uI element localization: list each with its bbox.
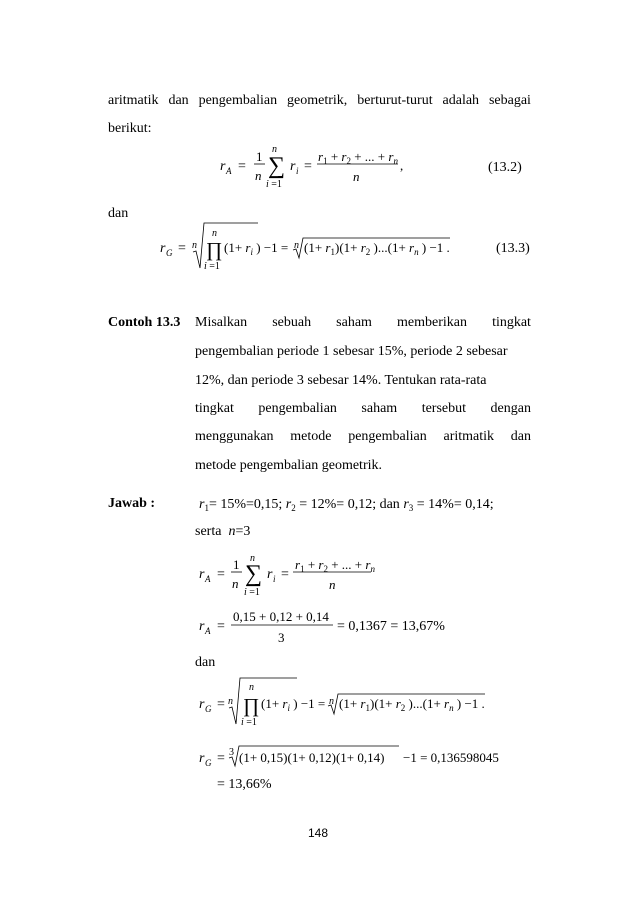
svg-text:n: n xyxy=(294,240,299,251)
svg-text:(1+ r1)(1+ r2 )...(1+ rn ) −1: $(1+ r_1)(1+ r_2$ )$...(1+ r_n$ ) −1 . xyxy=(304,240,450,257)
svg-text:(1+ r1)(1+ r2 )...(1+ rn ) −1: $(1+ r_1)(1+ r_2$ )$...(1+ r_n$ ) −1 . xyxy=(339,696,485,713)
svg-text:,: , xyxy=(400,158,404,173)
example-line-5 xyxy=(195,429,531,445)
svg-text:n: n xyxy=(249,682,254,693)
svg-text:1: 1 xyxy=(256,149,263,164)
word: tersebut xyxy=(421,401,467,416)
word: saham xyxy=(361,401,398,416)
svg-text:n: n xyxy=(255,168,262,183)
word: tingkat xyxy=(195,401,234,416)
example-line-3: 12%, dan periode 3 sebesar 14%. Tentukan rata-rata xyxy=(195,373,487,388)
answer-dan: dan xyxy=(195,655,216,670)
word: pengembalian xyxy=(258,401,337,416)
svg-text:r1= 15%=0,15; r2 = 12%= 0,12;: $r_1= 15\%=0,15$; $r_2 = 12\%= 0,12$; dan $r_3 = 14\%= 0,14$; xyxy=(199,497,494,513)
svg-text:=: = xyxy=(304,159,312,174)
word: pengembalian xyxy=(348,429,427,444)
calc-result: = 0,1367 = 13,67% xyxy=(337,619,445,634)
calc-denominator: 3 xyxy=(278,630,285,645)
answer-geometric-formula xyxy=(195,672,525,732)
svg-text:r: r xyxy=(267,567,273,582)
svg-text:A: A xyxy=(226,166,232,176)
svg-text:n: n xyxy=(329,696,334,707)
answer-rg-percent: = 13,66% xyxy=(217,777,272,792)
svg-text:n: n xyxy=(228,696,233,707)
rg-expression: (1+ 0,15)(1+ 0,12)(1+ 0,14) xyxy=(239,750,385,765)
svg-text:1: 1 xyxy=(233,557,240,572)
example-line-2: pengembalian periode 1 sebesar 15%, periode 2 sebesar xyxy=(195,344,508,359)
svg-text:=: = xyxy=(178,241,186,256)
svg-text:n: n xyxy=(329,577,336,592)
word: Misalkan xyxy=(195,315,248,330)
svg-text:∑: ∑ xyxy=(268,153,286,179)
svg-text:n: n xyxy=(353,169,360,184)
answer-serta xyxy=(195,524,250,540)
svg-text:r: r xyxy=(220,159,226,174)
svg-text:i =1: i =1 xyxy=(204,261,220,272)
word: berturut-turut xyxy=(357,93,433,108)
svg-text:A: A xyxy=(205,626,211,636)
answer-label: Jawab : xyxy=(108,496,156,511)
svg-text:n: n xyxy=(272,144,277,155)
svg-text:G: G xyxy=(205,704,212,714)
svg-text:(1+ ri ) −1 =: ($1+ r_i$ ) −1 = xyxy=(261,696,326,713)
svg-text:n: n xyxy=(250,553,255,564)
serta-word: serta xyxy=(195,524,222,539)
svg-text:=: = xyxy=(217,567,225,582)
svg-text:n: n xyxy=(232,576,239,591)
word: dan xyxy=(168,93,189,108)
svg-text:i: i xyxy=(296,166,299,176)
word: pengembalian xyxy=(198,93,278,108)
equation-13-3 xyxy=(158,218,488,278)
intro-line-2: berikut: xyxy=(108,121,152,136)
n-value: =3 xyxy=(235,524,251,539)
answer-geometric-calc xyxy=(195,738,525,772)
answer-arithmetic-formula xyxy=(195,548,375,606)
word: sebuah xyxy=(272,315,312,330)
example-label: Contoh 13.3 xyxy=(108,315,181,330)
svg-text:n: n xyxy=(192,240,197,251)
svg-text:=: = xyxy=(281,567,289,582)
word: metode xyxy=(290,429,332,444)
word: memberikan xyxy=(397,315,467,330)
calc-numerator: 0,15 + 0,12 + 0,14 xyxy=(233,609,329,624)
svg-text:i: i xyxy=(273,574,276,584)
svg-text:i =1: i =1 xyxy=(244,587,260,598)
svg-text:=: = xyxy=(238,159,246,174)
svg-text:A: A xyxy=(205,574,211,584)
page-number: 148 xyxy=(308,826,329,840)
svg-text:(1+ ri ) −1 =: ($1+ r_i$ ) −1 = xyxy=(224,240,289,257)
word: aritmatik xyxy=(443,429,495,444)
word: menggunakan xyxy=(195,429,274,444)
svg-text:∏: ∏ xyxy=(243,695,260,717)
example-line-4 xyxy=(195,401,531,417)
word: dengan xyxy=(490,401,531,416)
equation-number-13-3: (13.3) xyxy=(496,241,530,256)
answer-arithmetic-calc xyxy=(195,606,475,650)
word: aritmatik xyxy=(108,93,159,108)
svg-text:=: = xyxy=(217,697,225,712)
n-symbol: n xyxy=(224,524,236,539)
word: saham xyxy=(336,315,372,330)
svg-text:r: r xyxy=(199,619,205,634)
svg-text:n: n xyxy=(212,228,217,239)
svg-text:∏: ∏ xyxy=(206,239,223,261)
word: dan xyxy=(510,429,531,444)
example-line-1 xyxy=(195,315,531,331)
intro-line-1 xyxy=(108,93,531,109)
example-line-6: metode pengembalian geometrik. xyxy=(195,458,382,473)
svg-text:∑: ∑ xyxy=(245,561,263,587)
word: sebagai xyxy=(488,93,531,108)
svg-text:3: 3 xyxy=(229,747,234,758)
svg-text:=: = xyxy=(217,751,225,766)
svg-text:r: r xyxy=(199,697,205,712)
svg-text:G: G xyxy=(166,248,173,258)
svg-text:r: r xyxy=(199,751,205,766)
word: geometrik, xyxy=(287,93,348,108)
svg-text:=: = xyxy=(217,619,225,634)
answer-given-values xyxy=(195,490,535,516)
svg-text:r: r xyxy=(290,159,296,174)
rg-result: −1 = 0,136598045 xyxy=(403,750,499,765)
equation-number-13-2: (13.2) xyxy=(488,160,522,175)
svg-text:r: r xyxy=(160,241,166,256)
word: adalah xyxy=(442,93,480,108)
equation-13-2 xyxy=(220,138,420,198)
svg-text:r1 + r2 + ... + rn: $r_1 + r_2$ + ... + $r_n$ xyxy=(295,557,375,574)
svg-text:r: r xyxy=(199,567,205,582)
connector-text: dan xyxy=(108,206,129,221)
word: tingkat xyxy=(492,315,531,330)
svg-text:r1 + r2 + ... + rn: $r_1 + r_2$ + ... + $r_n$ xyxy=(318,149,398,166)
svg-text:G: G xyxy=(205,758,212,768)
svg-text:i =1: i =1 xyxy=(266,179,282,190)
svg-text:i =1: i =1 xyxy=(241,717,257,728)
